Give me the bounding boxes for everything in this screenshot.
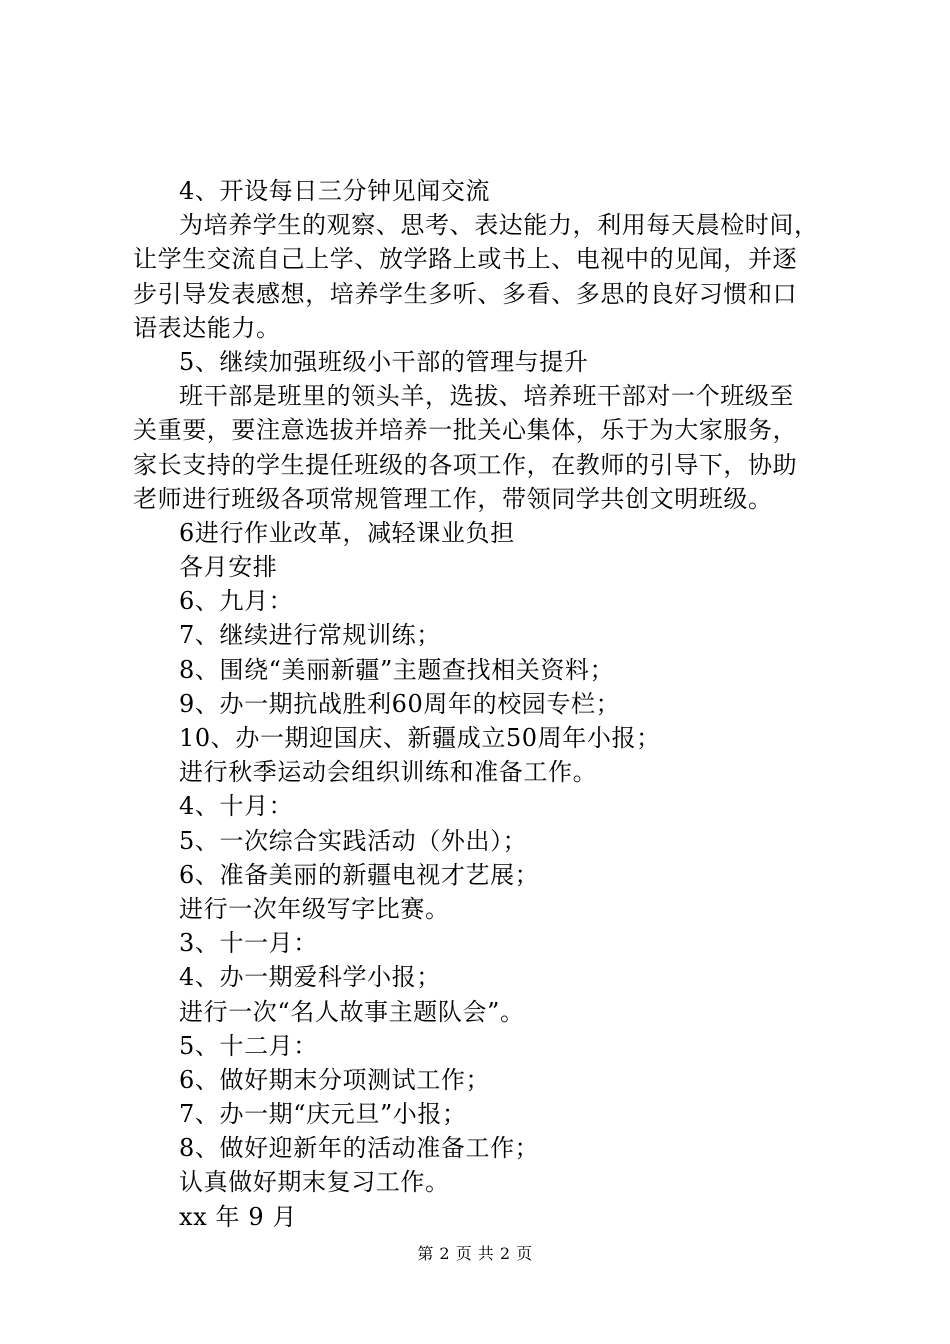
list-item: 5、一次综合实践活动（外出）； [179, 826, 528, 855]
list-item: 8、做好迎新年的活动准备工作； [179, 1134, 540, 1163]
document-body [133, 174, 833, 1234]
paragraph-line: 步引导发表感想，培养学生多听、多看、多思的良好习惯和口 [133, 279, 798, 308]
list-item: 4、十月： [179, 792, 294, 821]
page-number-footer: 第 2 页 共 2 页 [417, 1244, 533, 1263]
list-item: 认真做好期末复习工作。 [179, 1168, 450, 1197]
list-item: 7、办一期“庆元旦”小报； [179, 1100, 467, 1129]
list-item: 进行一次年级写字比赛。 [179, 894, 450, 923]
list-item: 8、围绕“美丽新疆”主题查找相关资料； [179, 655, 615, 684]
document-date: xx 年 9 月 [179, 1202, 298, 1231]
list-item: 进行秋季运动会组织训练和准备工作。 [179, 758, 598, 787]
paragraph-line: 为培养学生的观察、思考、表达能力，利用每天晨检时间， [179, 211, 819, 240]
list-item: 3、十一月： [179, 929, 318, 958]
list-item: 5、十二月： [179, 1031, 318, 1060]
section-heading: 5、继续加强班级小干部的管理与提升 [179, 347, 589, 376]
list-item: 进行一次“名人故事主题队会”。 [179, 997, 525, 1026]
paragraph-line: 让学生交流自己上学、放学路上或书上、电视中的见闻，并逐 [133, 245, 798, 274]
paragraph-line: 班干部是班里的领头羊，选拔、培养班干部对一个班级至 [179, 382, 794, 411]
list-item: 6、九月： [179, 587, 294, 616]
paragraph-line: 语表达能力。 [133, 313, 281, 342]
paragraph-line: 关重要，要注意选拔并培养一批关心集体，乐于为大家服务， [133, 416, 798, 445]
list-item: 6、准备美丽的新疆电视才艺展； [179, 860, 540, 889]
paragraph-line: 家长支持的学生提任班级的各项工作，在教师的引导下，协助 [133, 450, 798, 479]
section-heading: 4、开设每日三分钟见闻交流 [179, 177, 491, 205]
list-item: 9、办一期抗战胜利60周年的校园专栏； [179, 689, 621, 718]
list-item: 10、办一期迎国庆、新疆成立50周年小报； [179, 724, 661, 752]
list-item: 4、办一期爱科学小报； [179, 963, 441, 992]
list-item: 7、继续进行常规训练； [179, 621, 441, 650]
section-heading: 各月安排 [179, 553, 278, 582]
paragraph-line: 老师进行班级各项常规管理工作，带领同学共创文明班级。 [133, 484, 773, 513]
section-heading: 6进行作业改革，减轻课业负担 [179, 518, 515, 547]
list-item: 6、做好期末分项测试工作； [179, 1065, 491, 1094]
